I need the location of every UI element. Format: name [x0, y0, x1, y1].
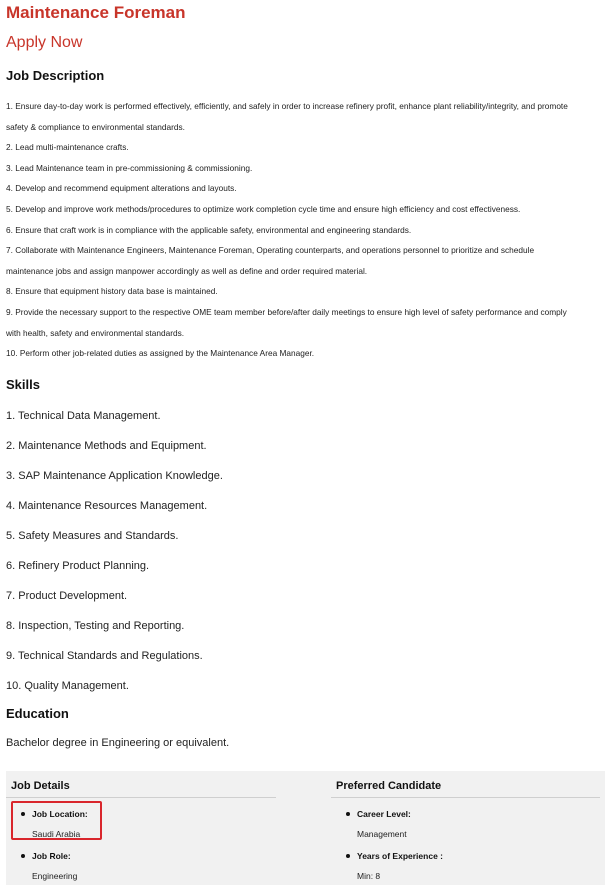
apply-now-link[interactable]: Apply Now	[6, 34, 83, 51]
description-line: 4. Develop and recommend equipment alterations and layouts.	[6, 183, 237, 194]
job-details-divider	[6, 797, 276, 798]
skill-item: 8. Inspection, Testing and Reporting.	[6, 620, 185, 632]
description-line: maintenance jobs and assign manpower accordingly as well as define and order required material.	[6, 265, 368, 276]
skill-item: 10. Quality Management.	[6, 680, 129, 692]
description-line: 9. Provide the necessary support to the respective OME team member before/after daily meetings to ensure high level of safety performance and comply	[6, 306, 567, 317]
preferred-candidate-heading: Preferred Candidate	[336, 780, 442, 792]
skill-item: 7. Product Development.	[6, 590, 128, 602]
skill-item: 3. SAP Maintenance Application Knowledge.	[6, 470, 223, 482]
job-role-label: Job Role:	[32, 850, 77, 862]
preferred-candidate-divider	[331, 797, 600, 798]
description-line: 10. Perform other job-related duties as assigned by the Maintenance Area Manager.	[6, 348, 315, 359]
job-role-value: Engineering	[32, 871, 78, 881]
career-level-item	[357, 808, 411, 840]
skill-item: 2. Maintenance Methods and Equipment.	[6, 440, 207, 452]
job-title: Maintenance Foreman	[6, 3, 186, 22]
description-line: 2. Lead multi-maintenance crafts.	[6, 142, 129, 153]
years-experience-item	[357, 850, 443, 882]
description-line: 8. Ensure that equipment history data base is maintained.	[6, 286, 218, 297]
description-line: 6. Ensure that craft work is in compliance with the applicable safety, environmental and engineering standards.	[6, 224, 412, 235]
description-line: 7. Collaborate with Maintenance Engineers, Maintenance Foreman, Operating counterparts, and operations personnel to prioritize and schedule	[6, 245, 535, 256]
education-text: Bachelor degree in Engineering or equivalent.	[6, 737, 230, 749]
job-location-value: Saudi Arabia	[32, 829, 81, 839]
job-location-label: Job Location:	[32, 809, 88, 819]
description-line: 3. Lead Maintenance team in pre-commissioning & commissioning.	[6, 162, 253, 173]
job-details-heading: Job Details	[11, 780, 70, 792]
job-location-highlight	[11, 801, 102, 840]
education-heading: Education	[6, 706, 69, 721]
skill-item: 5. Safety Measures and Standards.	[6, 530, 179, 542]
description-line: with health, safety and environmental standards.	[6, 327, 185, 338]
skill-item: 1. Technical Data Management.	[6, 410, 161, 422]
career-level-label: Career Level:	[357, 809, 411, 819]
job-description-list	[6, 96, 609, 364]
years-experience-label: Years of Experience :	[357, 851, 443, 861]
skills-heading: Skills	[6, 377, 40, 392]
skill-item: 6. Refinery Product Planning.	[6, 560, 150, 572]
description-line: 1. Ensure day-to-day work is performed effectively, efficiently, and safely in order to increase refinery profit, enhance plant reliability/integrity, and promote	[6, 101, 568, 111]
years-experience-value: Min: 8	[357, 871, 381, 881]
job-role-item	[32, 850, 77, 882]
job-description-heading: Job Description	[6, 68, 105, 83]
description-line: 5. Develop and improve work methods/procedures to optimize work completion cycle time and ensure high efficiency and cost effectiveness.	[6, 203, 521, 214]
skill-item: 9. Technical Standards and Regulations.	[6, 650, 203, 662]
skill-item: 4. Maintenance Resources Management.	[6, 500, 208, 512]
career-level-value: Management	[357, 829, 407, 839]
description-line: safety & compliance to environmental standards.	[6, 121, 185, 132]
skills-list	[6, 405, 223, 705]
